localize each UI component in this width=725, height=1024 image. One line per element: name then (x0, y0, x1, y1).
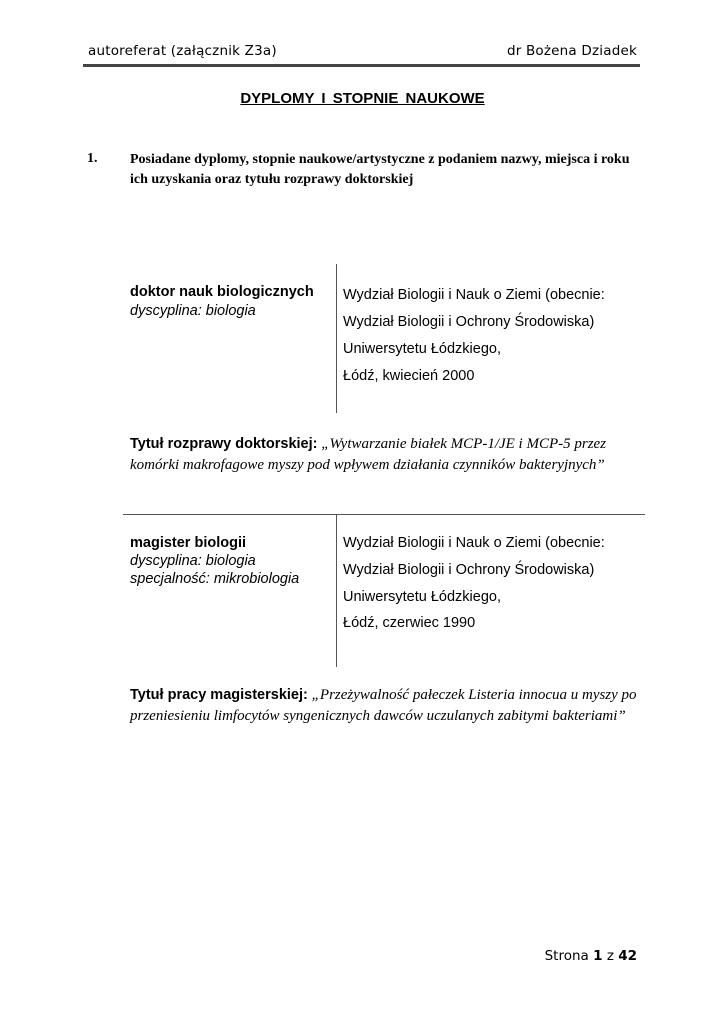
degree-name: magister biologii (130, 535, 247, 551)
table-divider (336, 514, 337, 667)
thesis-title: „Wytwarzanie białek MCP-1/JE i MCP-5 przez komórki makrofagowe myszy pod wpływem działania czynników bakteryjnych” (130, 436, 607, 473)
degree-specialty: specjalność: mikrobiologia (130, 571, 300, 587)
header-author: dr Bożena Dziadek (506, 43, 637, 59)
thesis-label: Tytuł pracy magisterskiej: (130, 687, 308, 703)
current-page: 1 (593, 948, 603, 964)
degree-name: doktor nauk biologicznych (130, 284, 314, 300)
institution-line: Wydział Biologii i Nauk o Ziemi (obecnie: (343, 287, 605, 303)
institution-line: Uniwersytetu Łódzkiego, (343, 589, 501, 605)
page-of: z (606, 948, 614, 964)
institution-date: Łódź, czerwiec 1990 (343, 615, 476, 631)
header-left: autoreferat (załącznik Z3a) (88, 43, 277, 59)
doctoral-thesis (130, 434, 640, 476)
institution-line: Wydział Biologii i Ochrony Środowiska) (343, 562, 595, 578)
table-top-rule (123, 514, 645, 515)
page-number (545, 948, 637, 964)
question-text: Posiadane dyplomy, stopnie naukowe/artystyczne z podaniem nazwy, miejsca i roku ich uzyskania oraz tytułu rozprawy doktorskiej (130, 152, 630, 187)
institution-date: Łódź, kwiecień 2000 (343, 368, 475, 384)
degree-discipline: dyscyplina: biologia (130, 303, 256, 319)
institution-line: Uniwersytetu Łódzkiego, (343, 341, 501, 357)
page-prefix: Strona (544, 948, 589, 964)
total-pages: 42 (618, 948, 637, 964)
institution-line: Wydział Biologii i Nauk o Ziemi (obecnie: (343, 535, 605, 551)
table-divider (336, 264, 337, 413)
page-title: DYPLOMY I STOPNIE NAUKOWE (240, 90, 485, 107)
header-rule (83, 64, 640, 67)
question-number: 1. (87, 151, 98, 166)
institution-line: Wydział Biologii i Ochrony Środowiska) (343, 314, 595, 330)
thesis-title: „Przeżywalność pałeczek Listeria innocua u myszy po przeniesieniu limfocytów syngenicznych dawców uczulanych zabitymi bakteriami” (130, 687, 637, 724)
master-thesis (130, 685, 640, 727)
thesis-label: Tytuł rozprawy doktorskiej: (130, 436, 318, 452)
degree-discipline: dyscyplina: biologia (130, 553, 256, 569)
